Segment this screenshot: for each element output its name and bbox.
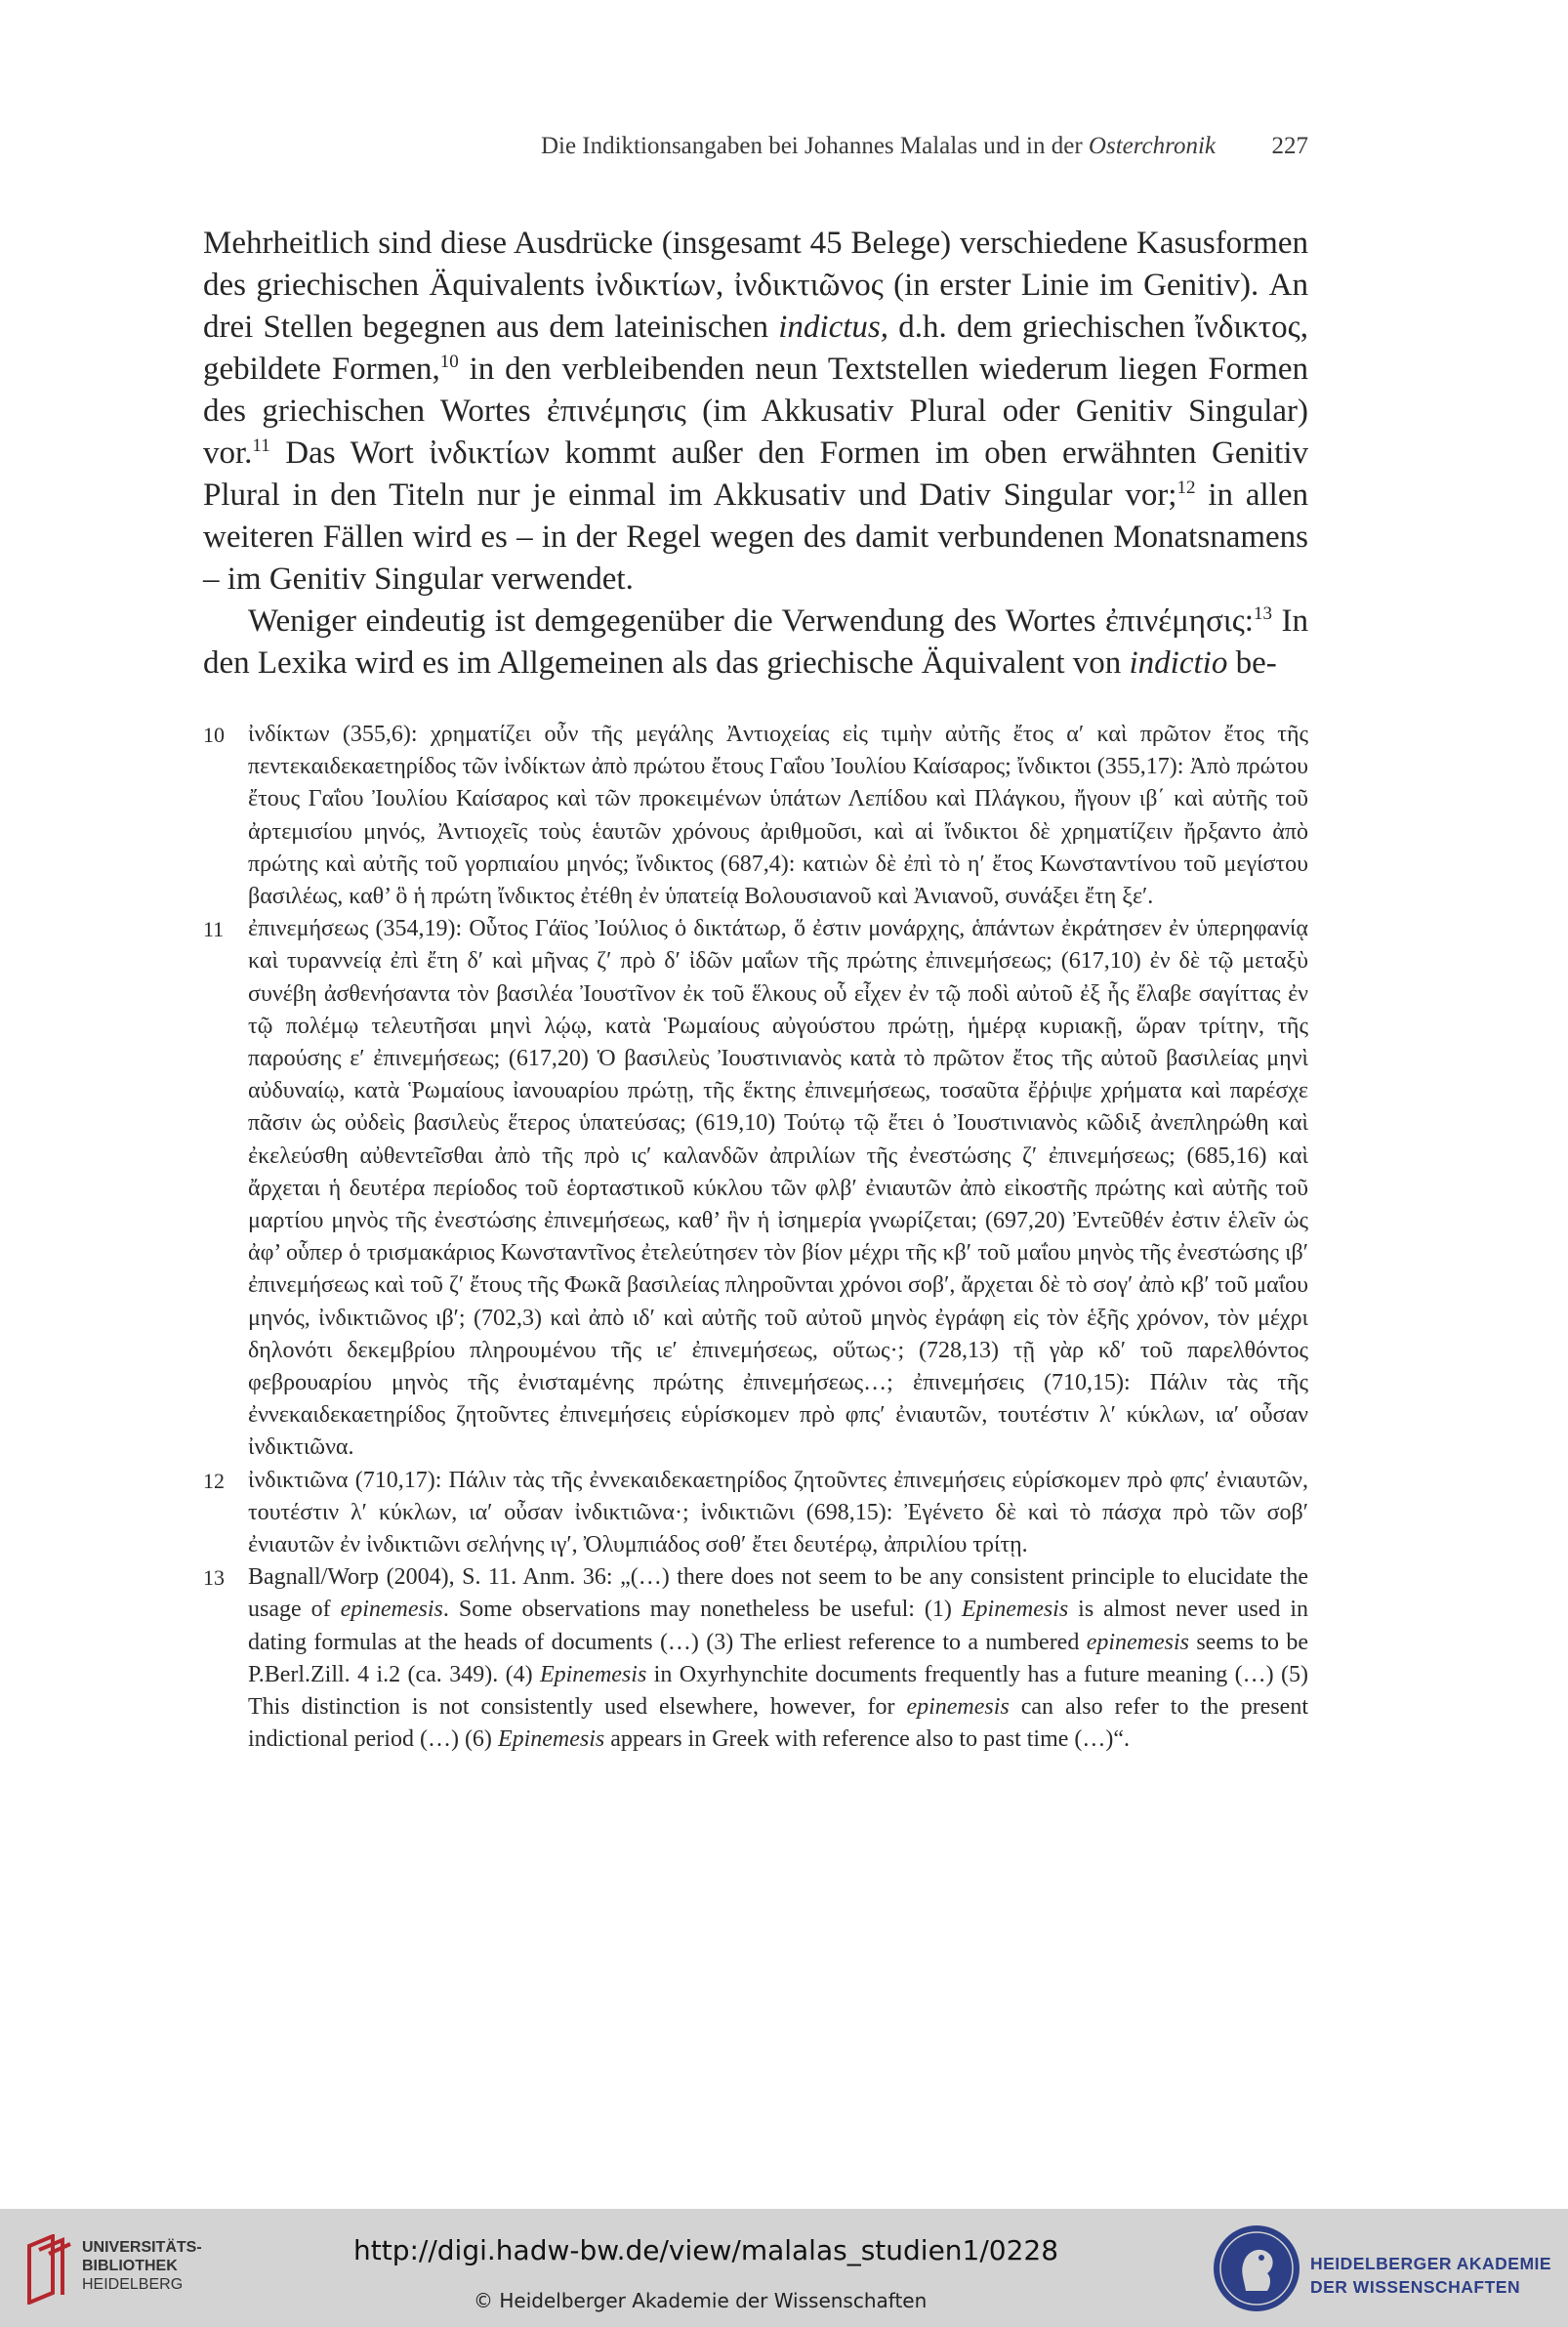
running-title-italic: Osterchronik — [1088, 133, 1216, 159]
fn-italic: epinemesis — [906, 1694, 1010, 1721]
fn-italic: Epinemesis — [539, 1661, 647, 1687]
fn-text-part: is almost never used in dating formulas at the heads of documents (…) (3) The erliest reference to a numbered — [248, 1597, 1308, 1655]
footnote-number: 10 — [203, 723, 225, 747]
academy-name — [1310, 2252, 1551, 2299]
running-title — [541, 133, 1216, 160]
academy-seal-icon — [1211, 2223, 1302, 2314]
para-text: In den Lexika wird es im Allgemeinen als das griechische Äquivalent von — [203, 603, 1308, 681]
para-text: in den verbleibenden neun Textstellen wiederum liegen Formen des griechischen Wortes ἐπινέμησις (im Akkusativ Plural oder Genitiv Singular) vor. — [203, 352, 1308, 471]
para-italic: indictio — [1129, 645, 1228, 681]
fn-italic: epinemesis — [1086, 1629, 1189, 1655]
fn-italic: Epinemesis — [497, 1726, 605, 1753]
academy-logo[interactable] — [1211, 2223, 1562, 2316]
footer-bar — [0, 2209, 1568, 2327]
document-url-link[interactable]: http://digi.hadw-bw.de/view/malalas_studien1/0228 — [353, 2234, 1059, 2266]
fn-text-part: seems to be P.Berl.Zill. 4 i.2 (ca. 349). (4) — [248, 1629, 1308, 1687]
footnote-10 — [203, 719, 1308, 913]
para-text: d.h. dem griechischen ἴνδικτος, gebildete Formen, — [203, 310, 1308, 387]
para-text: Das Wort ἰνδικτίων kommt außer den Formen im oben erwähnten Genitiv Plural in den Titeln nur je einmal im Akkusativ und Dativ Singular vor; — [203, 436, 1308, 513]
fn-text-part: appears in Greek with reference also to past time (…)“. — [604, 1726, 1131, 1753]
library-name — [82, 2238, 202, 2294]
copyright-notice: © Heidelberger Akademie der Wissenschaften — [474, 2289, 928, 2312]
fn-italic: epinemesis — [340, 1597, 443, 1623]
para-text: be- — [1227, 645, 1277, 681]
paragraph-2 — [203, 601, 1308, 685]
footnote-number: 11 — [203, 917, 225, 942]
library-logo-icon — [23, 2234, 74, 2305]
footnote-ref-11[interactable]: 11 — [252, 436, 270, 456]
footnote-number: 13 — [203, 1565, 225, 1591]
library-line-2: BIBLIOTHEK — [82, 2258, 178, 2274]
para-text: in allen weiteren Fällen wird es – in der Regel wegen des damit verbundenen Monatsnamens – im Genitiv Singular verwendet. — [203, 478, 1308, 597]
footnote-13 — [203, 1561, 1308, 1756]
fn-text-part: can also refer to the present indictional period (…) (6) — [248, 1694, 1308, 1753]
library-line-1: UNIVERSITÄTS- — [82, 2239, 202, 2256]
paragraph-1 — [203, 223, 1308, 601]
para-text: Weniger eindeutig ist demgegenüber die Verwendung des Wortes ἐπινέμησις: — [248, 603, 1254, 639]
footnote-number: 12 — [203, 1468, 225, 1493]
footnote-12 — [203, 1465, 1308, 1562]
fn-text-part: in Oxyrhynchite documents frequently has a future meaning (…) (5) This distinction is not consistently used elsewhere, however, for — [248, 1661, 1308, 1721]
library-line-3: HEIDELBERG — [82, 2276, 184, 2293]
body-text — [203, 223, 1308, 685]
footnote-text — [248, 1561, 1308, 1756]
footnote-11 — [203, 913, 1308, 1464]
footnote-ref-10[interactable]: 10 — [439, 352, 459, 372]
running-title-text: Die Indiktionsangaben bei Johannes Malalas und in der — [540, 133, 1089, 159]
fn-text-part: . Some observations may nonetheless be useful: (1) — [442, 1597, 962, 1623]
fn-italic: Epinemesis — [961, 1597, 1069, 1623]
page-number: 227 — [1271, 133, 1308, 159]
para-italic: indictus, — [778, 310, 889, 345]
para-text: Mehrheitlich sind diese Ausdrücke (insgesamt 45 Belege) verschiedene Kasusformen des griechischen Äquivalents ἰνδικτίων, ἰνδικτιῶνος (in erster Linie im Genitiv). An drei Stellen begegnen aus dem lateinischen — [203, 226, 1308, 345]
academy-line-1: HEIDELBERGER AKADEMIE — [1310, 2254, 1552, 2273]
fn-text-part: Bagnall/Worp (2004), S. 11. Anm. 36: „(…) there does not seem to be any consistent principle to elucidate the usage of — [248, 1564, 1308, 1623]
footnote-text: ἰνδικτιῶνα (710,17): Πάλιν τὰς τῆς ἐννεκαιδεκαετηρίδος ζητοῦντες ἐπινεμήσεις εὑρίσκομεν πρὸ φπς′ ἐνιαυτῶν, τουτέστιν λ′ κύκλων, ια′ οὖσαν ἰνδικτιῶνα·; ἰνδικτιῶνι (698,15): Ἐγένετο δὲ καὶ τὸ πάσχα πρὸ τῶν σοβ′ ἐνιαυτῶν ἐν ἰνδικτιῶνι σελήνης ιγ′, Ὀλυμπιάδος σοθ′ ἔτει δευτέρῳ, ἀπριλίου τρίτῃ. — [248, 1467, 1308, 1558]
page-header — [203, 133, 1308, 172]
footnote-ref-13[interactable]: 13 — [1253, 603, 1272, 624]
academy-line-2: DER WISSENSCHAFTEN — [1310, 2277, 1521, 2297]
library-logo[interactable] — [23, 2230, 219, 2308]
footnote-text: ἐπινεμήσεως (354,19): Οὗτος Γάϊος Ἰούλιος ὁ δικτάτωρ, ὅ ἐστιν μονάρχης, ἁπάντων ἐκράτησεν ἐν ὑπερηφανίᾳ καὶ τυραννείᾳ ἐπὶ ἔτη δ′ καὶ μῆνας ζ′ πρὸ δ′ ἰδῶν μαΐων τῆς πρώτης ἐπινεμήσεως; (617,10) ἐν δὲ τῷ μεταξὺ συνέβη ἀσθενήσαντα τὸν βασιλέα Ἰουστῖνον ἐκ τοῦ ἕλκους οὗ εἶχεν ἐν τῷ ποδὶ αὐτοῦ ἐξ ἧς ἔλαβε σαγίττας ἐν τῷ πολέμῳ τελευτῆσαι μηνὶ λῴῳ, κατὰ Ῥωμαίους αὐγούστου πρώτῃ, ἡμέρᾳ κυριακῇ, ὥραν τρίτην, τῆς παρούσης ε′ ἐπινεμήσεως; (617,20) Ὁ βασιλεὺς Ἰουστινιανὸς κατὰ τὸ πρῶτον ἔτος τῆς αὐτοῦ βασιλείας μηνὶ αὐδυναίῳ, κατὰ Ῥωμαίους ἰανουαρίου πρώτῃ, τῆς ἕκτης ἐπινεμήσεως, τοσαῦτα ἔῤῥιψε χρήματα καὶ παρέσχε πᾶσιν ὡς οὐδεὶς βασιλεὺς ἕτερος ὑπατεύσας; (619,10) Τούτῳ τῷ ἔτει ὁ Ἰουστινιανὸς κῶδιξ ἀνεπληρώθη καὶ ἐκελεύσθη αὐθεντεῖσθαι ἀπὸ τῆς πρὸ ις′ καλανδῶν ἀπριλίων τῆς ἐνεστώσης ζ′ ἐπινεμήσεως; (685,16) καὶ ἄρχεται ἡ δευτέρα περίοδος τοῦ ἑορταστικοῦ κύκλου τῶν φλβ′ ἐνιαυτῶν ἀπὸ εἰκοστῆς πρώτης καὶ αὐτῆς τοῦ μαρτίου μηνὸς τῆς ἐνεστώσης ἐπινεμήσεως, καθ’ ἣν ἡ ἰσημερία γνωρίζεται; (697,20) Ἐντεῦθέν ἐστιν ἑλεῖν ὡς ἀφ’ οὗπερ ὁ τρισμακάριος Κωνσταντῖνος ἐτελεύτησεν τὸν βίον μέχρι τῆς κβ′ τοῦ μαΐου μηνὸς τῆς ἐνεστώσης ιβ′ ἐπινεμήσεως καὶ τοῦ ζ′ ἔτους τῆς Φωκᾶ βασιλείας πληροῦνται χρόνοι σοβ′, ἄρχεται δὲ τὸ σογ′ ἀπὸ κβ′ τοῦ μαΐου μηνός, ἰνδικτιῶνος ιβ′; (702,3) καὶ ἀπὸ ιδ′ καὶ αὐτῆς τοῦ αὐτοῦ μηνὸς ἐγράφη εἰς τὸν ἑξῆς χρόνον, τὸν μέχρι δηλονότι δεκεμβρίου πληρουμένου τῆς ιε′ ἐπινεμήσεως, οὕτως·; (728,13) τῇ γὰρ κδ′ τοῦ παρελθόντος φεβρουαρίου μηνὸς τῆς ἐνισταμένης πρώτης ἐπινεμήσεως…; ἐπινεμήσεις (710,15): Πάλιν τὰς τῆς ἐννεκαιδεκαετηρίδος ζητοῦντες ἐπινεμήσεις εὑρίσκομεν πρὸ φπς′ ἐνιαυτῶν, τουτέστιν λ′ κύκλων, ια′ οὖσαν ἰνδικτιῶνα. — [248, 916, 1308, 1461]
footnote-ref-12[interactable]: 12 — [1176, 478, 1196, 498]
footnote-text: ἰνδίκτων (355,6): χρηματίζει οὖν τῆς μεγάλης Ἀντιοχείας εἰς τιμὴν αὐτῆς ἔτος α′ καὶ πρῶτον ἔτος τῆς πεντεκαιδεκαετηρίδος τῶν ἰνδίκτων ἀπὸ πρώτου ἔτους Γαΐου Ἰουλίου Καίσαρος; ἴνδικτοι (355,17): Ἀπὸ πρώτου ἔτους Γαΐου Ἰουλίου Καίσαρος καὶ τῶν προκειμένων ὑπάτων Λεπίδου καὶ Πλάγκου, ἤγουν ιβ΄ καὶ αὐτῆς τοῦ ἀρτεμισίου μηνός, Ἀντιοχεῖς τοὺς ἑαυτῶν χρόνους ἀριθμοῦσι, καὶ αἱ ἴνδικτοι δὲ χρηματίζειν ἤρξαντο ἀπὸ πρώτης καὶ αὐτῆς τοῦ γορπιαίου μηνός; ἴνδικτος (687,4): κατιὼν δὲ ἐπὶ τὸ η′ ἔτος Κωνσταντίνου τοῦ μεγίστου βασιλέως, καθ’ ὃ ἡ πρώτη ἴνδικτος ἐτέθη ἐν ὑπατείᾳ Βολουσιανοῦ καὶ Ἀνιανοῦ, συνάξει ἔτη ξε′. — [248, 722, 1308, 910]
footnotes — [203, 719, 1308, 1757]
